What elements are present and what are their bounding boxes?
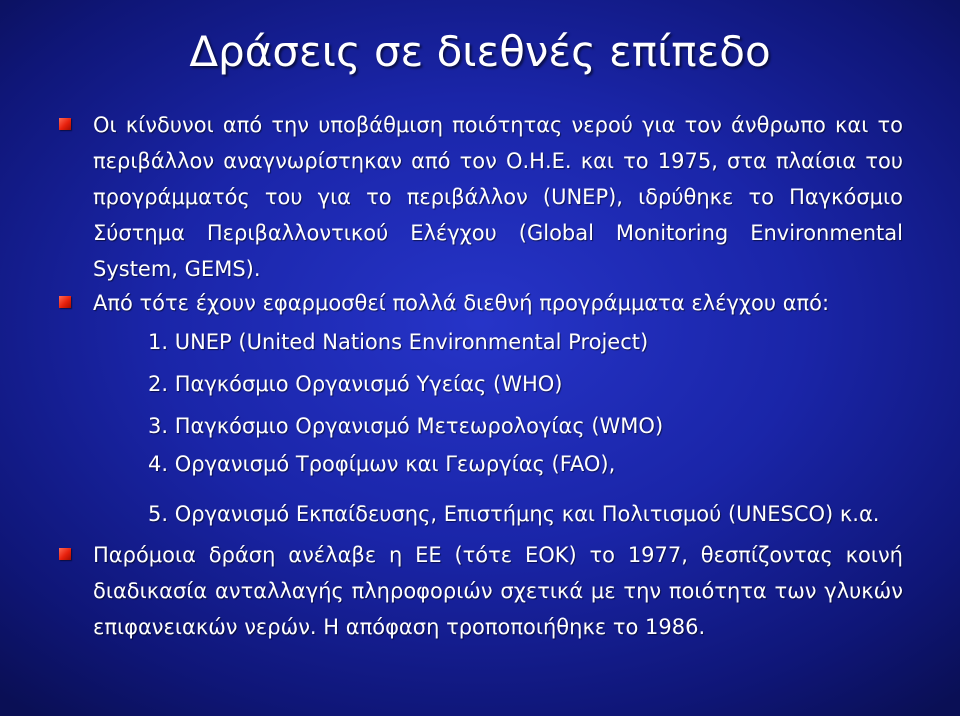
paragraph-eu-action — [93, 537, 903, 645]
paragraph-line: προγράμματός του για το περιβάλλον (UNEP), ιδρύθηκε το Παγκόσμιο — [93, 185, 903, 209]
paragraph-line: Οι κίνδυνοι από την υποβάθμιση ποιότητας νερού για τον άνθρωπο και το — [93, 113, 903, 137]
paragraph-line: επιφανειακών νερών. Η απόφαση τροποποιήθηκε το 1986. — [93, 615, 706, 639]
paragraph-line: Σύστημα Περιβαλλοντικού Ελέγχου (Global Monitoring Environmental — [93, 221, 903, 245]
slide-title: Δράσεις σε διεθνές επίπεδο — [189, 27, 771, 76]
paragraph-un-gems — [93, 107, 903, 287]
bullet-square-icon — [59, 548, 71, 560]
paragraph-line: Παρόμοια δράση ανέλαβε η ΕΕ (τότε ΕΟΚ) το 1977, θεσπίζοντας κοινή — [93, 543, 903, 567]
paragraph-line: περιβάλλον αναγνωρίστηκαν από τον Ο.Η.Ε. και το 1975, στα πλαίσια του — [93, 149, 903, 173]
list-item: 3. Παγκόσμιο Οργανισμό Μετεωρολογίας (WMO) — [148, 414, 664, 438]
paragraph-line: System, GEMS). — [93, 257, 261, 281]
bullet-square-icon — [59, 296, 71, 308]
list-item: 5. Οργανισμό Εκπαίδευσης, Επιστήμης και Πολιτισμού (UNESCO) κ.α. — [148, 502, 880, 526]
list-item: 1. UNEP (United Nations Environmental Project) — [148, 330, 649, 354]
bullet-square-icon — [59, 118, 71, 130]
list-item: 2. Παγκόσμιο Οργανισμό Υγείας (WHO) — [148, 372, 563, 396]
paragraph-programs-intro: Από τότε έχουν εφαρμοσθεί πολλά διεθνή προγράμματα ελέγχου από: — [93, 291, 830, 315]
list-item: 4. Οργανισμό Τροφίμων και Γεωργίας (FAO), — [148, 452, 616, 476]
paragraph-line: διαδικασία ανταλλαγής πληροφοριών σχετικά με την ποιότητα των γλυκών — [93, 579, 903, 603]
